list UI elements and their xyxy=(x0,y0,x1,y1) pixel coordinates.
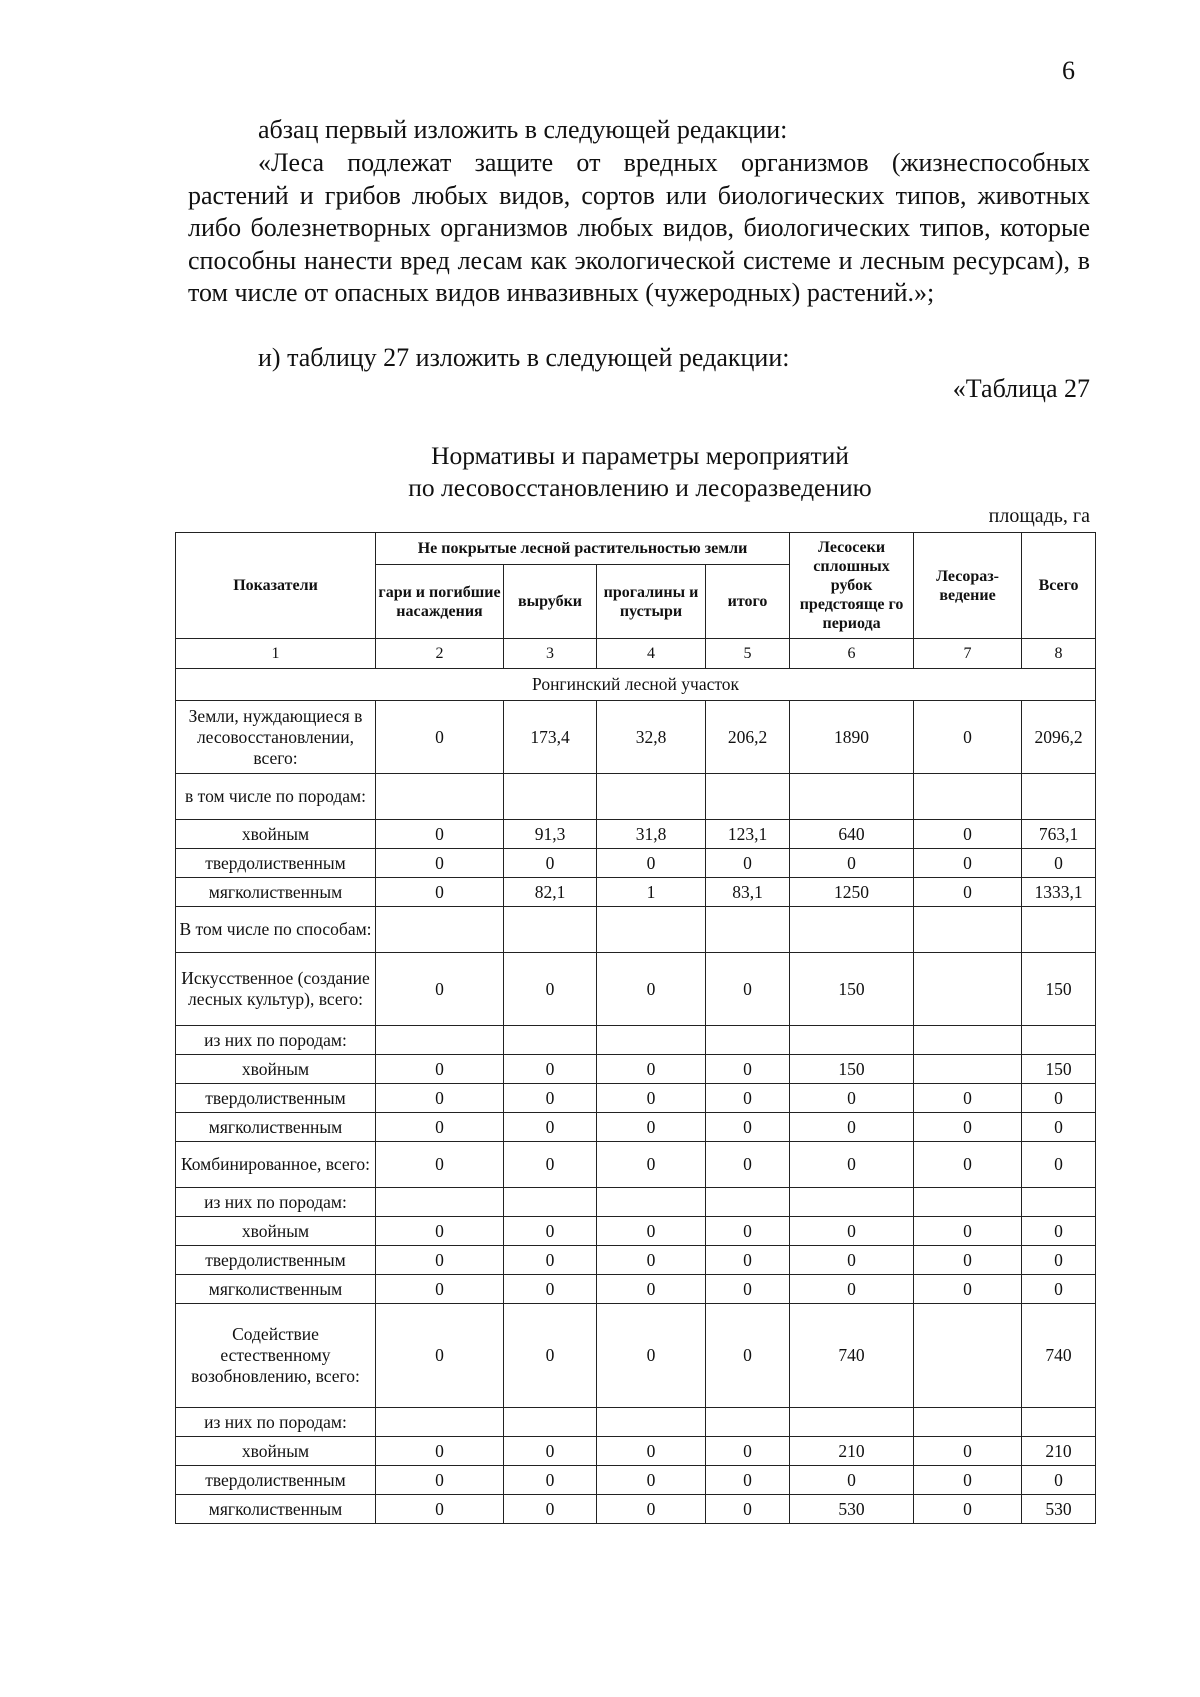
table-cell xyxy=(914,1408,1022,1437)
table-cell: 530 xyxy=(790,1495,914,1524)
table-cell: 1 xyxy=(597,878,706,907)
table-row xyxy=(176,953,1096,1026)
table-cell: 0 xyxy=(1022,1246,1096,1275)
table-cell: 83,1 xyxy=(706,878,790,907)
row-label: мягколиственным xyxy=(176,878,376,907)
column-number: 6 xyxy=(790,639,914,669)
table-row xyxy=(176,1084,1096,1113)
table-cell: 0 xyxy=(376,820,504,849)
table-cell xyxy=(376,774,504,820)
table-cell: 150 xyxy=(790,1055,914,1084)
table-cell: 0 xyxy=(914,701,1022,774)
table-cell xyxy=(790,774,914,820)
table-cell: 0 xyxy=(706,1495,790,1524)
table-cell: 0 xyxy=(376,1495,504,1524)
table-cell: 0 xyxy=(914,849,1022,878)
table-cell: 0 xyxy=(914,1437,1022,1466)
table-cell: 0 xyxy=(706,1246,790,1275)
table-cell: 206,2 xyxy=(706,701,790,774)
table-cell: 210 xyxy=(1022,1437,1096,1466)
table-cell xyxy=(597,774,706,820)
table-cell: 0 xyxy=(790,1466,914,1495)
table-row xyxy=(176,1304,1096,1408)
table-cell: 0 xyxy=(504,1055,597,1084)
table-cell: 763,1 xyxy=(1022,820,1096,849)
table-cell: 0 xyxy=(790,1084,914,1113)
table-cell xyxy=(504,1026,597,1055)
table-cell xyxy=(376,1188,504,1217)
table-cell: 0 xyxy=(790,849,914,878)
table-cell: 0 xyxy=(706,849,790,878)
table-cell xyxy=(914,1304,1022,1408)
table-cell: 0 xyxy=(376,1217,504,1246)
row-label: Земли, нуждающиеся в лесовосстановлении, всего: xyxy=(176,701,376,774)
table-title-line-1: Нормативы и параметры мероприятий xyxy=(431,441,849,470)
table-row xyxy=(176,907,1096,953)
page-number: 6 xyxy=(1062,56,1075,85)
table-row xyxy=(176,701,1096,774)
table-row xyxy=(176,1437,1096,1466)
table-row xyxy=(176,1055,1096,1084)
table-cell: 32,8 xyxy=(597,701,706,774)
table-cell: 0 xyxy=(1022,1275,1096,1304)
table-cell: 82,1 xyxy=(504,878,597,907)
table-cell: 0 xyxy=(376,849,504,878)
row-label: хвойным xyxy=(176,1437,376,1466)
table-cell: 0 xyxy=(914,878,1022,907)
column-number: 4 xyxy=(597,639,706,669)
table-title xyxy=(300,440,980,504)
table-cell: 0 xyxy=(706,1142,790,1188)
table-cell: 0 xyxy=(376,1084,504,1113)
table-cell xyxy=(790,907,914,953)
header-indicators: Показатели xyxy=(176,533,376,639)
table-cell xyxy=(706,774,790,820)
table-cell xyxy=(376,1408,504,1437)
header-uncovered-lands: Не покрытые лесной растительностью земли xyxy=(376,533,790,565)
table-cell: 0 xyxy=(790,1275,914,1304)
table-cell: 0 xyxy=(376,1466,504,1495)
paragraph-quote: «Леса подлежат защите от вредных организмов (жизнеспособных растений и грибов любых видов, сортов или биологических типов, животных либо болезнетворных организмов любых видов, биологических типов, которые способны нанести вред лесам как экологической системе и лесным ресурсам), в том числе от опасных видов инвазивных (чужеродных) растений.»; xyxy=(188,148,1090,307)
table-cell xyxy=(706,1188,790,1217)
paragraph-intro: абзац первый изложить в следующей редакции: xyxy=(258,115,788,144)
table-cell: 0 xyxy=(706,1055,790,1084)
table-cell: 0 xyxy=(597,1142,706,1188)
table-row xyxy=(176,1275,1096,1304)
header-glades: прогалины и пустыри xyxy=(597,565,706,639)
table-cell: 740 xyxy=(1022,1304,1096,1408)
table-cell xyxy=(706,1026,790,1055)
table-cell xyxy=(914,1026,1022,1055)
table-cell: 0 xyxy=(914,1113,1022,1142)
table-cell: 150 xyxy=(1022,953,1096,1026)
header-clearings: вырубки xyxy=(504,565,597,639)
table-cell: 0 xyxy=(706,1275,790,1304)
table-cell xyxy=(914,953,1022,1026)
table-row xyxy=(176,774,1096,820)
table-cell xyxy=(914,774,1022,820)
row-label: твердолиственным xyxy=(176,1246,376,1275)
row-label: хвойным xyxy=(176,820,376,849)
table-cell: 0 xyxy=(504,1304,597,1408)
table-cell: 0 xyxy=(790,1113,914,1142)
table-cell: 0 xyxy=(504,1495,597,1524)
column-number-row xyxy=(176,639,1096,669)
table-cell: 0 xyxy=(376,878,504,907)
row-label: твердолиственным xyxy=(176,1084,376,1113)
table-cell xyxy=(504,1188,597,1217)
table-cell: 0 xyxy=(504,953,597,1026)
table-cell xyxy=(597,907,706,953)
table-row xyxy=(176,1246,1096,1275)
row-label: из них по породам: xyxy=(176,1408,376,1437)
table-cell: 0 xyxy=(504,1142,597,1188)
table-cell: 0 xyxy=(914,1217,1022,1246)
table-cell xyxy=(504,907,597,953)
table-cell: 0 xyxy=(504,1113,597,1142)
table-cell: 0 xyxy=(1022,849,1096,878)
table-cell: 91,3 xyxy=(504,820,597,849)
table-cell: 0 xyxy=(376,1113,504,1142)
table-title-line-2: по лесовосстановлению и лесоразведению xyxy=(408,473,872,502)
table-cell: 0 xyxy=(790,1246,914,1275)
table-cell: 0 xyxy=(376,1304,504,1408)
table-cell: 150 xyxy=(1022,1055,1096,1084)
table-cell xyxy=(1022,1188,1096,1217)
table-row xyxy=(176,878,1096,907)
table-cell: 0 xyxy=(597,1217,706,1246)
table-cell xyxy=(1022,907,1096,953)
table-cell: 0 xyxy=(597,1275,706,1304)
table-cell: 0 xyxy=(914,1466,1022,1495)
table-cell xyxy=(790,1408,914,1437)
table-cell: 150 xyxy=(790,953,914,1026)
table-cell: 0 xyxy=(376,1246,504,1275)
table-cell: 0 xyxy=(504,849,597,878)
table-cell: 0 xyxy=(597,1246,706,1275)
row-label: Содействие естественному возобновлению, всего: xyxy=(176,1304,376,1408)
table-cell: 0 xyxy=(914,1495,1022,1524)
table-cell: 0 xyxy=(790,1217,914,1246)
row-label: В том числе по способам: xyxy=(176,907,376,953)
table-cell: 123,1 xyxy=(706,820,790,849)
table-cell: 1890 xyxy=(790,701,914,774)
table-cell: 0 xyxy=(504,1217,597,1246)
table-reference: «Таблица 27 xyxy=(952,374,1090,403)
table-cell: 0 xyxy=(597,1466,706,1495)
table-cell xyxy=(790,1188,914,1217)
table-cell xyxy=(1022,1408,1096,1437)
column-number: 3 xyxy=(504,639,597,669)
row-label: хвойным xyxy=(176,1217,376,1246)
table-cell xyxy=(790,1026,914,1055)
table-row xyxy=(176,1466,1096,1495)
table-cell: 210 xyxy=(790,1437,914,1466)
column-number: 1 xyxy=(176,639,376,669)
table-row xyxy=(176,1142,1096,1188)
header-burnt-stands: гари и погибшие насаждения xyxy=(376,565,504,639)
units-label: площадь, га xyxy=(988,505,1090,527)
table-cell xyxy=(706,907,790,953)
table-cell xyxy=(706,1408,790,1437)
table-cell: 0 xyxy=(706,953,790,1026)
table-cell: 0 xyxy=(914,1246,1022,1275)
table-cell xyxy=(914,907,1022,953)
column-number: 2 xyxy=(376,639,504,669)
data-table xyxy=(175,532,1096,1524)
section-title: Ронгинский лесной участок xyxy=(176,669,1096,701)
table-cell xyxy=(914,1055,1022,1084)
table-cell xyxy=(1022,1026,1096,1055)
table-cell: 0 xyxy=(504,1437,597,1466)
table-cell: 0 xyxy=(706,1304,790,1408)
column-number: 8 xyxy=(1022,639,1096,669)
table-cell: 0 xyxy=(790,1142,914,1188)
row-label: в том числе по породам: xyxy=(176,774,376,820)
table-cell: 0 xyxy=(1022,1217,1096,1246)
table-row xyxy=(176,1113,1096,1142)
table-cell: 0 xyxy=(1022,1142,1096,1188)
table-cell: 0 xyxy=(706,1084,790,1113)
header-clear-cutting-areas: Лесосеки сплошных рубок предстояще го периода xyxy=(790,533,914,639)
table-cell: 0 xyxy=(504,1466,597,1495)
row-label: Искусственное (создание лесных культур), всего: xyxy=(176,953,376,1026)
table-cell: 530 xyxy=(1022,1495,1096,1524)
row-label: из них по породам: xyxy=(176,1188,376,1217)
row-label: из них по породам: xyxy=(176,1026,376,1055)
table-cell: 0 xyxy=(597,1084,706,1113)
table-cell: 0 xyxy=(376,1437,504,1466)
table-cell: 0 xyxy=(597,1055,706,1084)
table-row xyxy=(176,820,1096,849)
table-cell: 0 xyxy=(376,1275,504,1304)
table-cell: 0 xyxy=(1022,1466,1096,1495)
table-cell xyxy=(597,1188,706,1217)
table-cell: 0 xyxy=(504,1275,597,1304)
table-row xyxy=(176,1217,1096,1246)
table-row xyxy=(176,1026,1096,1055)
table-row xyxy=(176,1495,1096,1524)
table-row xyxy=(176,849,1096,878)
paragraph-table-intro: и) таблицу 27 изложить в следующей редакции: xyxy=(258,343,790,372)
header-subtotal: итого xyxy=(706,565,790,639)
table-row xyxy=(176,1188,1096,1217)
table-cell: 0 xyxy=(597,849,706,878)
table-cell xyxy=(597,1026,706,1055)
table-cell: 0 xyxy=(504,1246,597,1275)
table-cell xyxy=(376,907,504,953)
table-cell: 0 xyxy=(914,1275,1022,1304)
column-number: 5 xyxy=(706,639,790,669)
table-cell xyxy=(504,774,597,820)
column-number: 7 xyxy=(914,639,1022,669)
row-label: хвойным xyxy=(176,1055,376,1084)
table-cell: 0 xyxy=(706,1113,790,1142)
table-cell: 2096,2 xyxy=(1022,701,1096,774)
table-cell xyxy=(914,1188,1022,1217)
table-cell: 740 xyxy=(790,1304,914,1408)
table-cell: 0 xyxy=(914,1084,1022,1113)
table-cell: 0 xyxy=(914,1142,1022,1188)
table-cell xyxy=(504,1408,597,1437)
table-cell: 0 xyxy=(504,1084,597,1113)
table-cell xyxy=(376,1026,504,1055)
row-label: мягколиственным xyxy=(176,1113,376,1142)
table-cell xyxy=(1022,774,1096,820)
table-cell: 1333,1 xyxy=(1022,878,1096,907)
table-cell: 0 xyxy=(706,1466,790,1495)
table-cell: 0 xyxy=(597,1437,706,1466)
table-cell: 0 xyxy=(597,1113,706,1142)
table-cell: 0 xyxy=(597,953,706,1026)
table-cell: 0 xyxy=(706,1437,790,1466)
table-cell: 0 xyxy=(914,820,1022,849)
table-cell: 0 xyxy=(376,1055,504,1084)
table-cell: 0 xyxy=(1022,1113,1096,1142)
table-cell: 0 xyxy=(376,953,504,1026)
table-cell: 0 xyxy=(376,1142,504,1188)
table-cell: 0 xyxy=(1022,1084,1096,1113)
table-cell: 640 xyxy=(790,820,914,849)
table-row xyxy=(176,1408,1096,1437)
table-cell: 0 xyxy=(706,1217,790,1246)
table-cell: 1250 xyxy=(790,878,914,907)
row-label: твердолиственным xyxy=(176,1466,376,1495)
table-cell xyxy=(597,1408,706,1437)
table-cell: 0 xyxy=(597,1304,706,1408)
section-row xyxy=(176,669,1096,701)
table-cell: 0 xyxy=(597,1495,706,1524)
row-label: мягколиственным xyxy=(176,1495,376,1524)
header-afforestation: Лесораз- ведение xyxy=(914,533,1022,639)
header-total: Всего xyxy=(1022,533,1096,639)
table-cell: 0 xyxy=(376,701,504,774)
row-label: мягколиственным xyxy=(176,1275,376,1304)
row-label: твердолиственным xyxy=(176,849,376,878)
table-cell: 31,8 xyxy=(597,820,706,849)
row-label: Комбинированное, всего: xyxy=(176,1142,376,1188)
table-cell: 173,4 xyxy=(504,701,597,774)
